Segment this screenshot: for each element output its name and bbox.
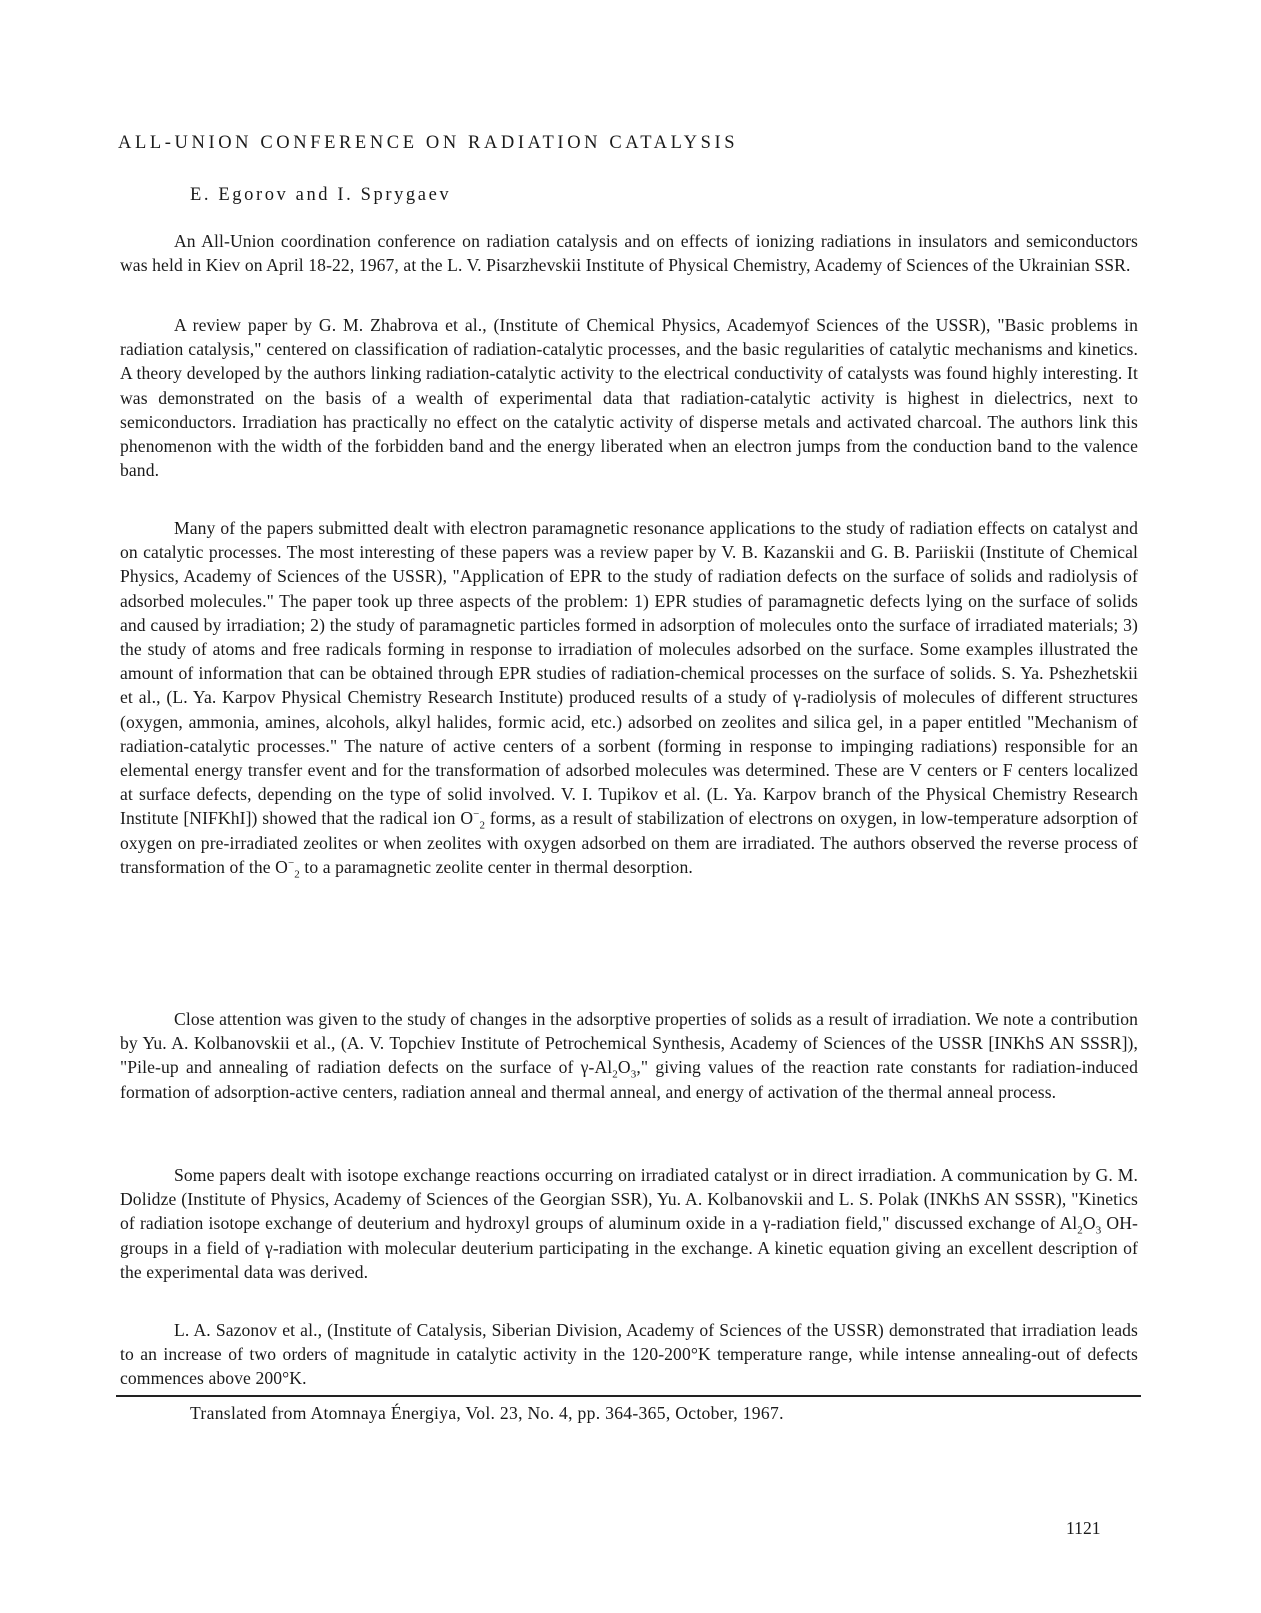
p3-text-c: to a paramagnetic zeolite center in thermal desorption.: [299, 856, 693, 877]
formula-o: O: [617, 1057, 631, 1078]
subscript-2: 2: [612, 1068, 618, 1081]
p5-text-b: OH-groups in a field of γ-radiation with molecular deuterium participating in the exchange. A kinetic equation giving an excellent description of the experimental data was derived.: [120, 1213, 1138, 1282]
article-authors: E. Egorov and I. Sprygaev: [190, 185, 452, 205]
paragraph-epr-applications: [120, 516, 1138, 879]
translation-footnote: Translated from Atomnaya Énergiya, Vol. 23, No. 4, pp. 364-365, October, 1967.: [190, 1403, 784, 1423]
footnote-divider: [116, 1395, 1141, 1397]
article-title: ALL-UNION CONFERENCE ON RADIATION CATALYSIS: [118, 133, 739, 153]
subscript-2: 2: [1077, 1224, 1083, 1237]
paragraph-review-paper: A review paper by G. M. Zhabrova et al., (Institute of Chemical Physics, Academyof Sciences of the USSR), "Basic problems in radiation catalysis," centered on classification of radiation-catalytic processes, and the basic regularities of catalytic mechanisms and kinetics. A theory developed by the authors linking radiation-catalytic activity to the electrical conductivity of catalysts was found highly interesting. It was demonstrated on the basis of a wealth of experimental data that radiation-catalytic activity is highest in dielectrics, next to semiconductors. Irradiation has practically no effect on the catalytic activity of disperse metals and activated charcoal. The authors link this phenomenon with the width of the forbidden band and the energy liberated when an electron jumps from the conduction band to the valence band.: [120, 315, 1138, 481]
page-number: 1121: [1066, 1518, 1101, 1538]
p4-text-a: Close attention was given to the study of changes in the adsorptive properties of solids as a result of irradiation. We note a contribution by Yu. A. Kolbanovskii et al., (A. V. Topchiev Institute of Petrochemical Synthesis, Academy of Sciences of the USSR [INKhS AN SSSR]), "Pile-up and annealing of radiation defects on the surface of γ-Al: [120, 1009, 1138, 1078]
subscript-3: 3: [630, 1068, 637, 1081]
p3-text-a: Many of the papers submitted dealt with electron paramagnetic resonance applications to the study of radiation effects on catalyst and on catalytic processes. The most interesting of these papers was a review paper by V. B. Kazanskii and G. B. Pariiskii (Institute of Chemical Physics, Academy of Sciences of the USSR), "Application of EPR to the study of radiation defects on the surface of solids and radiolysis of adsorbed molecules." The paper took up three aspects of the problem: 1) EPR studies of paramagnetic defects lying on the surface of solids and caused by irradiation; 2) the study of paramagnetic particles formed in adsorption of molecules onto the surface of irradiated materials; 3) the study of atoms and free radicals forming in response to irradiation of molecules adsorbed on the surface. Some examples illustrated the amount of information that can be obtained through EPR studies of radiation-chemical processes on the surface of solids. S. Ya. Pshezhetskii et al., (L. Ya. Karpov Physical Chemistry Research Institute) produced results of a study of γ-radiolysis of molecules of different structures (oxygen, ammonia, amines, alcohols, alkyl halides, formic acid, etc.) adsorbed on zeolites and silica gel, in a paper entitled "Mechanism of radiation-catalytic processes." The nature of active centers of a sorbent (forming in response to impinging radiations) responsible for an elemental energy transfer event and for the transformation of adsorbed molecules was determined. These are V centers or F centers localized at surface defects, depending on the type of solid involved. V. I. Tupikov et al. (L. Ya. Karpov branch of the Physical Chemistry Research Institute [NIFKhI]) showed that the radical ion O: [120, 518, 1138, 829]
subscript-2: 2: [294, 868, 300, 881]
subscript-3: 3: [1095, 1224, 1102, 1237]
formula-o: O: [1082, 1213, 1096, 1234]
paragraph-isotope-exchange: [120, 1163, 1138, 1284]
paragraph-sazonov: L. A. Sazonov et al., (Institute of Catalysis, Siberian Division, Academy of Sciences of the USSR) demonstrated that irradiation leads to an increase of two orders of magnitude in catalytic activity in the 120-200°K temperature range, while intense annealing-out of defects commences above 200°K.: [120, 1320, 1138, 1389]
p5-text-a: Some papers dealt with isotope exchange reactions occurring on irradiated catalyst or in direct irradiation. A communication by G. M. Dolidze (Institute of Physics, Academy of Sciences of the Georgian SSR), Yu. A. Kolbanovskii and L. S. Polak (INKhS AN SSSR), "Kinetics of radiation isotope exchange of deuterium and hydroxyl groups of aluminum oxide in a γ-radiation field," discussed exchange of Al: [120, 1165, 1138, 1234]
p3-text-b: forms, as a result of stabilization of electrons on oxygen, in low-temperature adsorption of oxygen on pre-irradiated zeolites or when zeolites with oxygen adsorbed on them are irradiated. The authors observed the reverse process of transformation of the O: [120, 808, 1139, 877]
p4-text-b: ," giving values of the reaction rate constants for radiation-induced formation of adsorption-active centers, radiation anneal and thermal anneal, and energy of activation of the thermal anneal process.: [120, 1057, 1138, 1102]
superscript-minus: −: [287, 856, 295, 869]
paragraph-adsorptive-properties: [120, 1007, 1138, 1104]
subscript-2: 2: [479, 819, 486, 832]
paragraph-intro: An All-Union coordination conference on radiation catalysis and on effects of ionizing radiations in insulators and semiconductors was held in Kiev on April 18-22, 1967, at the L. V. Pisarzhevskii Institute of Physical Chemistry, Academy of Sciences of the Ukrainian SSR.: [120, 231, 1138, 276]
superscript-minus: −: [473, 808, 480, 821]
